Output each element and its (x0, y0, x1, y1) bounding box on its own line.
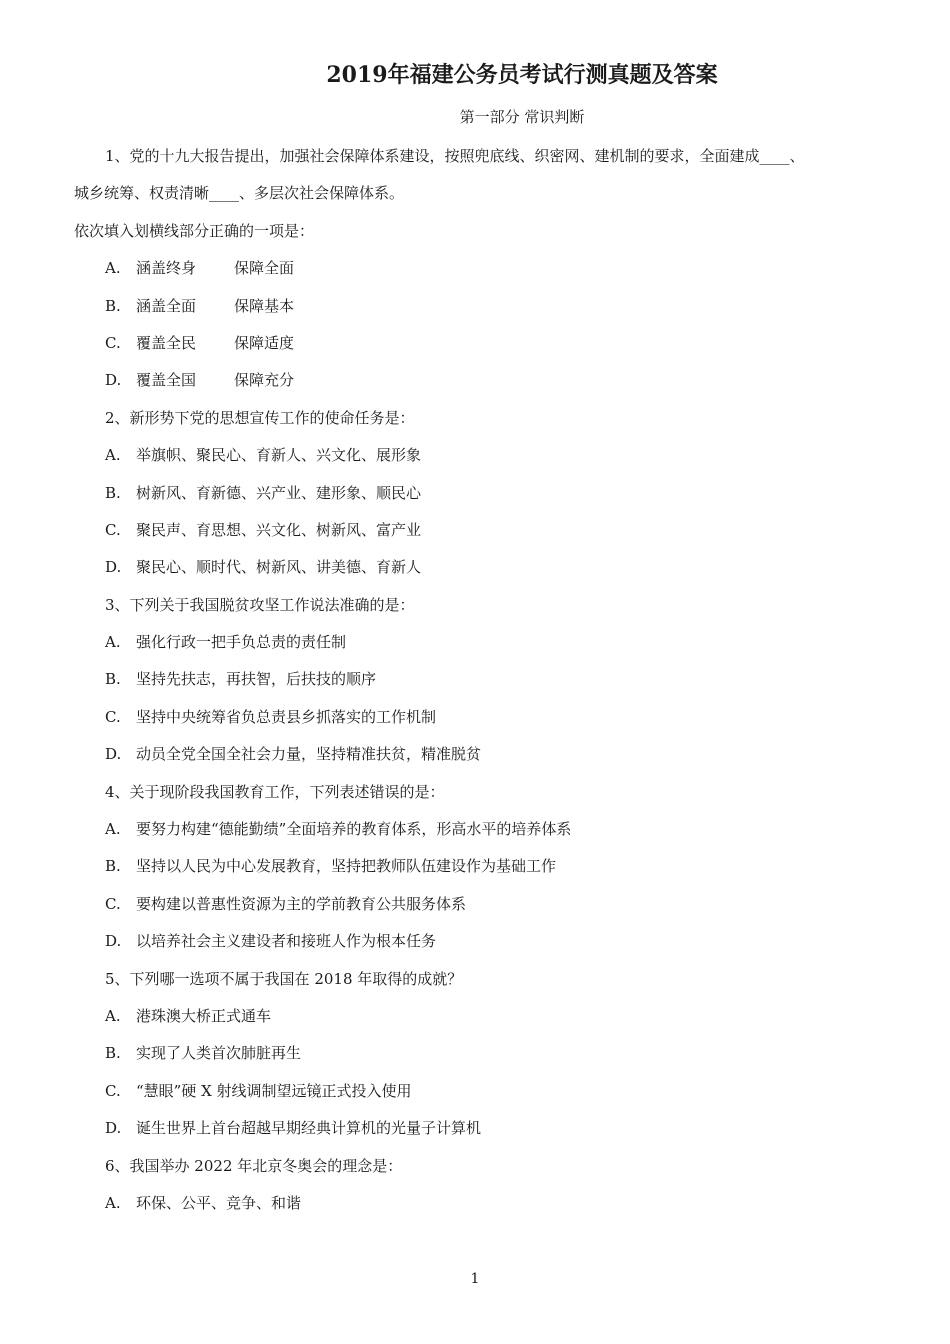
option-letter: B. (105, 857, 121, 876)
page-number: 1 (470, 1271, 480, 1287)
q4-option-d (74, 923, 894, 960)
option-text-a: 涵盖全面 (136, 296, 197, 315)
q4-option-c (74, 886, 894, 923)
option-text: 动员全党全国全社会力量，坚持精准扶贫，精准脱贫 (136, 745, 482, 764)
option-text: 举旗帜、聚民心、育新人、兴文化、展形象 (136, 446, 422, 465)
option-text-b: 保障全面 (234, 259, 295, 278)
option-text: 要努力构建“德能勤绩”全面培养的教育体系，形高水平的培养体系 (136, 820, 572, 839)
q3-option-d (74, 736, 894, 773)
option-text: 以培养社会主义建设者和接班人作为根本任务 (136, 932, 437, 951)
q5-stem: 5、下列哪一选项不属于我国在 2018 年取得的成就？ (105, 969, 463, 988)
q2-option-c (74, 512, 894, 549)
q5-option-a (74, 998, 894, 1035)
q2-option-b (74, 475, 894, 512)
q5-option-d (74, 1110, 894, 1147)
option-text: 坚持以人民为中心发展教育，坚持把教师队伍建设作为基础工作 (136, 857, 557, 876)
option-letter: C. (105, 1081, 121, 1100)
option-letter: D. (105, 1119, 122, 1138)
q3-stem: 3、下列关于我国脱贫攻坚工作说法准确的是： (105, 595, 415, 614)
q4-option-a (74, 811, 894, 848)
option-text: 树新风、育新德、兴产业、建形象、顺民心 (136, 483, 422, 502)
option-letter: D. (105, 932, 122, 951)
option-text: 坚持先扶志，再扶智，后扶技的顺序 (136, 670, 377, 689)
option-letter: A. (105, 633, 121, 652)
q3-option-b (74, 661, 894, 698)
option-letter: A. (105, 820, 121, 839)
q5-option-b (74, 1035, 894, 1072)
q4-stem: 4、关于现阶段我国教育工作，下列表述错误的是： (105, 782, 445, 801)
option-letter: A. (105, 1006, 121, 1025)
option-text: 实现了人类首次肺脏再生 (136, 1044, 302, 1063)
q1-option-b (74, 288, 894, 325)
option-letter: C. (105, 333, 121, 352)
option-text-a: 覆盖全民 (136, 333, 197, 352)
option-text: 要构建以普惠性资源为主的学前教育公共服务体系 (136, 894, 467, 913)
option-letter: C. (105, 707, 121, 726)
q6-stem: 6、我国举办 2022 年北京冬奥会的理念是： (105, 1156, 403, 1175)
option-letter: A. (105, 446, 121, 465)
option-letter: D. (105, 558, 122, 577)
q1-prompt: 依次填入划横线部分正确的一项是： (74, 221, 315, 240)
option-text: 聚民心、顺时代、树新风、讲美德、育新人 (136, 558, 422, 577)
option-text-a: 涵盖终身 (136, 259, 197, 278)
question-list (74, 138, 894, 1222)
option-letter: B. (105, 296, 121, 315)
option-text: 环保、公平、竞争、和谐 (136, 1193, 302, 1212)
document-title: 2019年福建公务员考试行测真题及答案 (326, 62, 718, 88)
option-letter: C. (105, 894, 121, 913)
option-text-b: 保障基本 (234, 296, 295, 315)
q1-option-a (74, 250, 894, 287)
option-letter: C. (105, 520, 121, 539)
q2-option-d (74, 549, 894, 586)
option-letter: D. (105, 745, 122, 764)
option-letter: B. (105, 1044, 121, 1063)
option-text: “慧眼”硬 X 射线调制望远镜正式投入使用 (136, 1081, 412, 1100)
option-text-a: 覆盖全国 (136, 371, 197, 390)
q3-option-c (74, 699, 894, 736)
option-letter: B. (105, 670, 121, 689)
option-letter: A. (105, 259, 121, 278)
option-letter: A. (105, 1193, 121, 1212)
option-text: 诞生世界上首台超越早期经典计算机的光量子计算机 (136, 1119, 482, 1138)
q1-stem-line1: 1、党的十九大报告提出，加强社会保障体系建设，按照兜底线、织密网、建机制的要求，全面建成____、 (105, 147, 805, 165)
q1-option-c (74, 325, 894, 362)
q6-option-a (74, 1185, 894, 1222)
option-letter: D. (105, 371, 122, 390)
section-heading: 第一部分 常识判断 (459, 108, 585, 126)
option-text: 强化行政一把手负总责的责任制 (136, 633, 347, 652)
option-text: 港珠澳大桥正式通车 (136, 1006, 272, 1025)
option-text: 聚民声、育思想、兴文化、树新风、富产业 (136, 520, 422, 539)
q1-stem-line2: 城乡统筹、权责清晰____、多层次社会保障体系。 (74, 184, 405, 203)
q5-option-c (74, 1073, 894, 1110)
q2-option-a (74, 437, 894, 474)
option-text: 坚持中央统筹省负总责县乡抓落实的工作机制 (136, 707, 437, 726)
q1-option-d (74, 362, 894, 399)
option-text-b: 保障适度 (234, 333, 295, 352)
option-text-b: 保障充分 (234, 371, 295, 390)
q3-option-a (74, 624, 894, 661)
q4-option-b (74, 848, 894, 885)
q2-stem: 2、新形势下党的思想宣传工作的使命任务是： (105, 408, 415, 427)
option-letter: B. (105, 483, 121, 502)
